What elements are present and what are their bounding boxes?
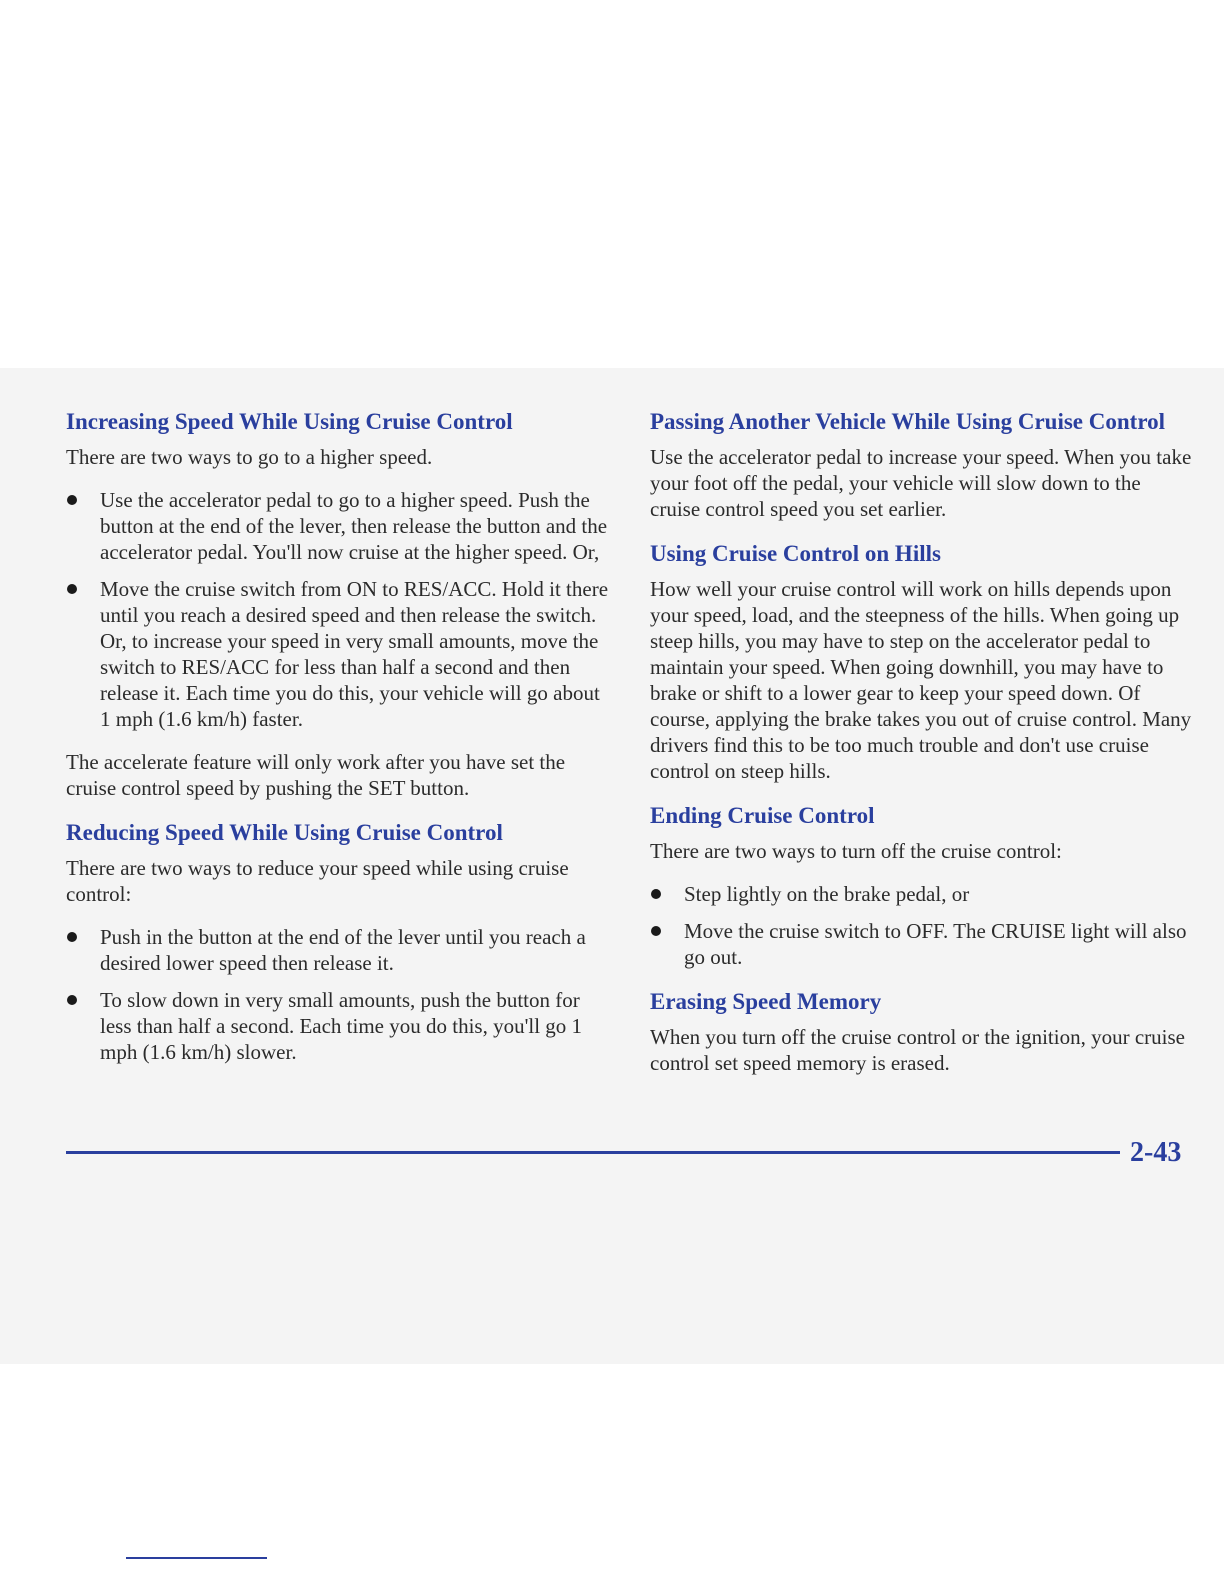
bullet-icon: [67, 495, 77, 505]
section-heading: Ending Cruise Control: [650, 803, 875, 828]
section-intro: There are two ways to turn off the cruise control:: [650, 839, 1062, 863]
section-reducing-speed: [66, 818, 614, 1065]
section-heading: Erasing Speed Memory: [650, 989, 882, 1014]
bullet-icon: [651, 926, 661, 936]
bullet-list: [650, 881, 1195, 970]
section-heading: Increasing Speed While Using Cruise Control: [66, 409, 513, 434]
list-item-text: Use the accelerator pedal to go to a higher speed. Push the button at the end of the lever, then release the button and the accelerator pedal. You'll now cruise at the higher speed. Or,: [100, 488, 608, 564]
section-ending-cruise: [650, 801, 1195, 970]
section-outro: The accelerate feature will only work after you have set the cruise control speed by pushing the SET button.: [66, 750, 566, 800]
list-item: [66, 576, 614, 732]
section-heading: Reducing Speed While Using Cruise Control: [66, 820, 503, 845]
list-item: [66, 924, 614, 976]
section-cruise-on-hills: [650, 539, 1195, 784]
bullet-icon: [67, 995, 77, 1005]
list-item: [66, 487, 614, 565]
section-intro: There are two ways to reduce your speed while using cruise control:: [66, 856, 569, 906]
list-item-text: Move the cruise switch from ON to RES/ACC. Hold it there until you reach a desired speed and then release the switch. Or, to increase your speed in very small amounts, move the switch to RES/ACC for less than half a second and then release it. Each time you do this, your vehicle will go about 1 mph (1.6 km/h) faster.: [100, 577, 609, 731]
bullet-icon: [67, 932, 77, 942]
section-heading: Passing Another Vehicle While Using Cruise Control: [650, 409, 1166, 434]
left-column: [66, 407, 614, 1082]
section-erasing-memory: [650, 987, 1195, 1076]
section-heading: Using Cruise Control on Hills: [650, 541, 941, 566]
section-passing-vehicle: [650, 407, 1195, 522]
bullet-icon: [651, 889, 661, 899]
section-body: How well your cruise control will work on hills depends upon your speed, load, and the steepness of the hills. When going up steep hills, you may have to step on the accelerator pedal to maintain your speed. When going downhill, you may have to brake or shift to a lower gear to keep your speed down. Of course, applying the brake takes you out of cruise control. Many drivers find this to be too much trouble and don't use cruise control on steep hills.: [650, 577, 1192, 783]
list-item: [650, 881, 1195, 907]
bullet-list: [66, 487, 614, 732]
bullet-icon: [67, 584, 77, 594]
page-number: 2-43: [1130, 1137, 1182, 1168]
bullet-list: [66, 924, 614, 1065]
section-body: When you turn off the cruise control or the ignition, your cruise control set speed memory is erased.: [650, 1025, 1185, 1075]
list-item: [650, 918, 1195, 970]
bottom-stub-line: [126, 1557, 267, 1559]
list-item-text: Step lightly on the brake pedal, or: [684, 882, 970, 906]
section-increasing-speed: [66, 407, 614, 801]
section-body: Use the accelerator pedal to increase your speed. When you take your foot off the pedal, your vehicle will slow down to the cruise control speed you set earlier.: [650, 445, 1192, 521]
list-item-text: To slow down in very small amounts, push the button for less than half a second. Each time you do this, you'll go 1 mph (1.6 km/h) slower.: [100, 988, 583, 1064]
list-item-text: Push in the button at the end of the lever until you reach a desired lower speed then release it.: [100, 925, 586, 975]
footer-rule: [66, 1151, 1120, 1154]
list-item-text: Move the cruise switch to OFF. The CRUISE light will also go out.: [684, 919, 1187, 969]
section-intro: There are two ways to go to a higher speed.: [66, 445, 433, 469]
right-column: [650, 407, 1195, 1093]
list-item: [66, 987, 614, 1065]
